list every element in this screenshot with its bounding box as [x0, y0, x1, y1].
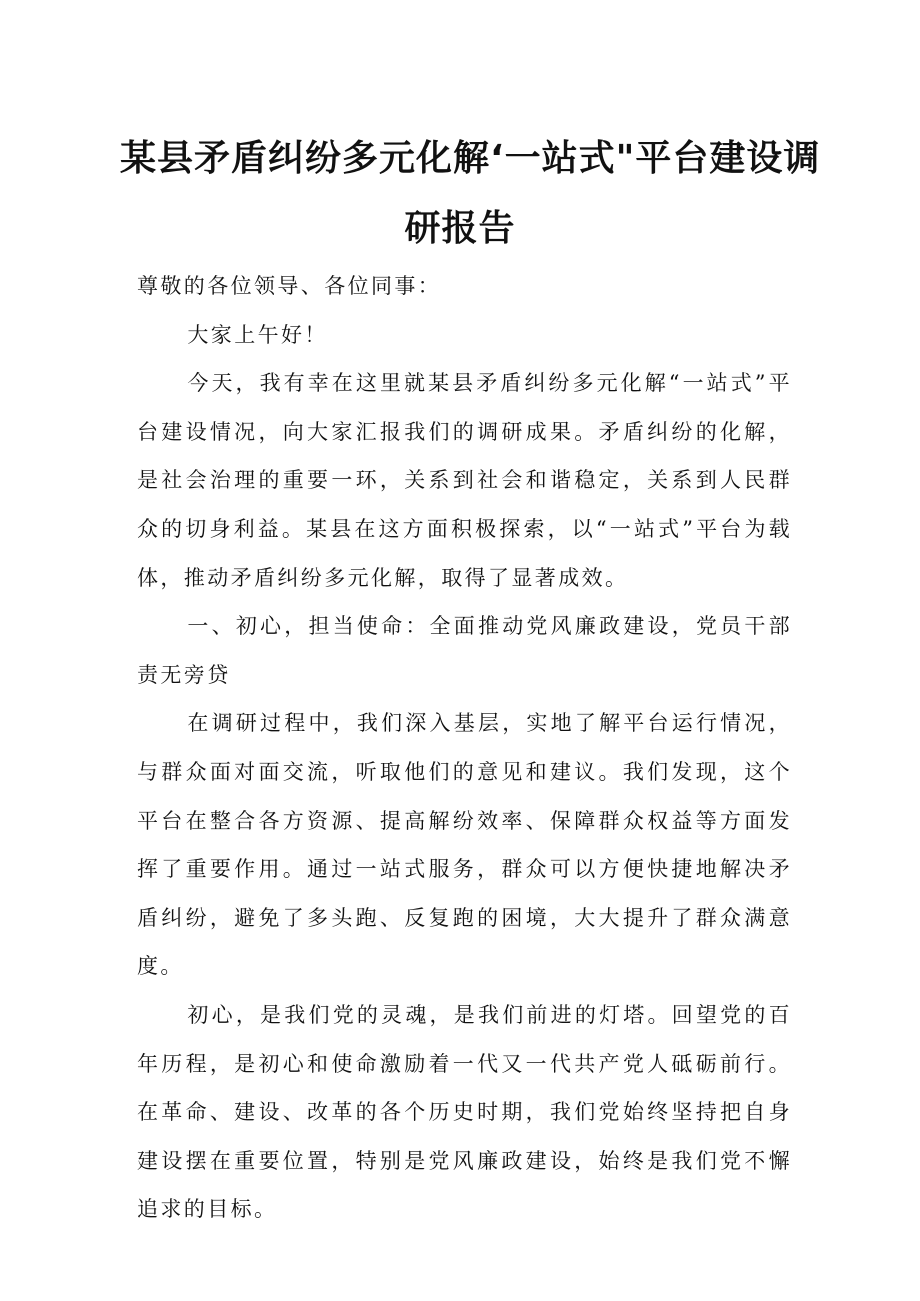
- paragraph-original-aspiration: 初心，是我们党的灵魂，是我们前进的灯塔。回望党的百年历程，是初心和使命激励着一代又一代共产党人砥砺前行。在革命、建设、改革的各个历史时期，我们党始终坚持把自身建设摆在重要位置，特别是党风廉政建设，始终是我们党不懈追求的目标。: [137, 1002, 792, 1222]
- paragraph-research: 在调研过程中，我们深入基层，实地了解平台运行情况，与群众面对面交流，听取他们的意见和建议。我们发现，这个平台在整合各方资源、提高解纷效率、保障群众权益等方面发挥了重要作用。通过一站式服务，群众可以方便快捷地解决矛盾纠纷，避免了多头跑、反复跑的困境，大大提升了群众满意度。: [137, 711, 792, 979]
- paragraph-intro: 今天，我有幸在这里就某县矛盾纠纷多元化解“一站式”平台建设情况，向大家汇报我们的调研成果。矛盾纠纷的化解，是社会治理的重要一环，关系到社会和谐稳定，关系到人民群众的切身利益。某县在这方面积极探索，以“一站式”平台为载体，推动矛盾纠纷多元化解，取得了显著成效。: [137, 371, 792, 590]
- document-title-line-2: 研报告: [404, 208, 516, 249]
- document-title-line-1: 某县矛盾纠纷多元化解‘一站式"平台建设调: [120, 138, 821, 179]
- section-heading-1: 一、初心，担当使命：全面推动党风廉政建设，党员干部责无旁贷: [137, 614, 792, 687]
- greeting: 大家上午好！: [187, 322, 328, 347]
- document-body: [137, 262, 792, 1234]
- salutation: 尊敬的各位领导、各位同事：: [137, 274, 442, 298]
